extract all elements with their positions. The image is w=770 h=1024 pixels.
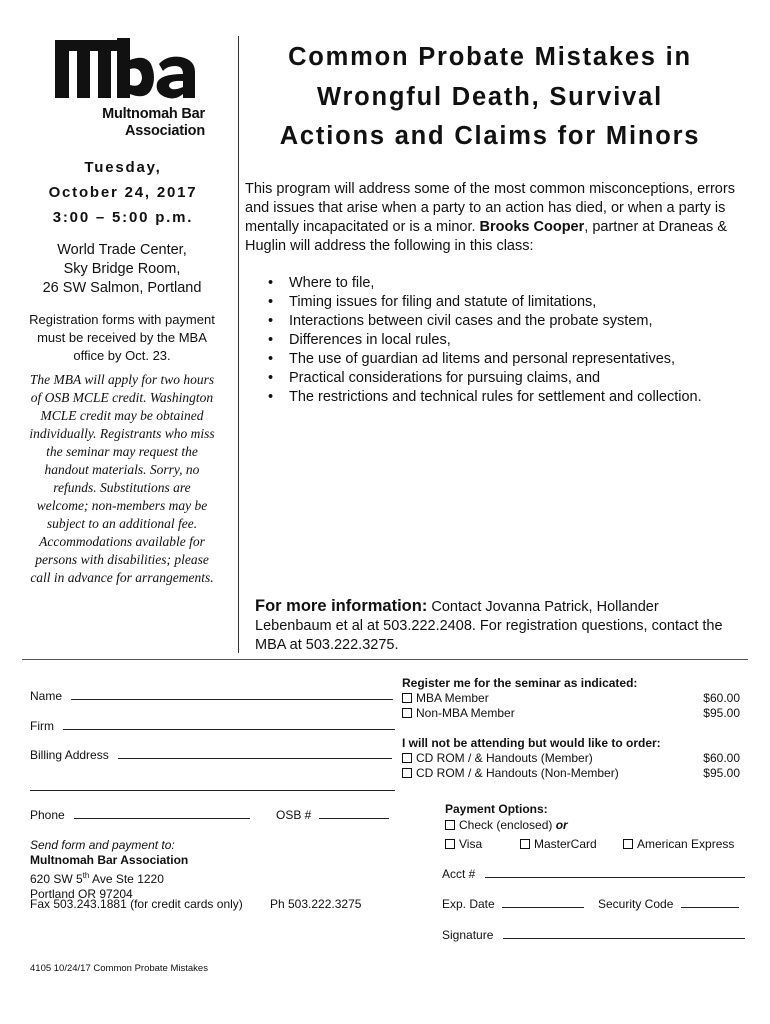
option-price: $95.00 xyxy=(703,706,740,720)
logo-line1: Multnomah Bar xyxy=(102,106,205,122)
osb-field[interactable] xyxy=(276,807,389,823)
option-label: MBA Member xyxy=(416,691,489,705)
option-non-member[interactable] xyxy=(402,706,740,721)
check-label: Check (enclosed) xyxy=(459,818,553,832)
checkbox[interactable] xyxy=(402,693,412,703)
phone-number: Ph 503.222.3275 xyxy=(270,897,362,911)
address-line1 xyxy=(30,868,188,887)
logo-subtitle xyxy=(80,106,205,140)
intro-paragraph xyxy=(245,180,735,256)
send-label: Send form and payment to: xyxy=(30,838,175,852)
more-info-heading: For more information: xyxy=(255,597,428,615)
page-title xyxy=(248,38,732,157)
security-label: Security Code xyxy=(598,897,674,911)
list-item: • Where to file, xyxy=(245,274,735,293)
registration-options xyxy=(402,676,740,721)
register-heading: Register me for the seminar as indicated: xyxy=(402,676,638,690)
name-line[interactable] xyxy=(71,688,393,700)
signature-field[interactable] xyxy=(442,927,745,943)
option-label: CD ROM / & Handouts (Member) xyxy=(416,751,593,765)
option-visa[interactable] xyxy=(445,837,482,852)
more-info xyxy=(255,597,735,655)
acct-field[interactable] xyxy=(442,866,745,882)
mastercard-label: MasterCard xyxy=(534,837,597,851)
option-mba-member[interactable] xyxy=(402,691,740,706)
checkbox[interactable] xyxy=(520,839,530,849)
order-options xyxy=(402,736,740,781)
order-heading: I will not be attending but would like to order: xyxy=(402,736,661,750)
name-label: Name xyxy=(30,689,63,703)
exp-date-field[interactable] xyxy=(442,896,584,912)
venue-line: World Trade Center, xyxy=(57,242,187,258)
firm-line[interactable] xyxy=(63,718,395,730)
acct-line[interactable] xyxy=(485,866,745,878)
amex-label: American Express xyxy=(637,837,735,851)
signature-label: Signature xyxy=(442,928,494,942)
venue xyxy=(22,241,222,298)
or-label: or xyxy=(555,818,568,832)
billing-line-2[interactable] xyxy=(30,790,395,791)
billing-label: Billing Address xyxy=(30,748,109,762)
event-date-text: October 24, 2017 xyxy=(48,184,198,201)
option-check[interactable] xyxy=(445,818,568,833)
event-day: Tuesday, xyxy=(84,159,162,176)
speaker-name: Brooks Cooper xyxy=(479,219,585,235)
name-field[interactable] xyxy=(30,688,393,704)
org-name: Multnomah Bar Association xyxy=(30,853,189,867)
list-item: • Interactions between civil cases and the probate system, xyxy=(245,312,735,331)
firm-label: Firm xyxy=(30,719,54,733)
exp-label: Exp. Date xyxy=(442,897,495,911)
option-price: $95.00 xyxy=(703,766,740,780)
security-code-field[interactable] xyxy=(598,896,739,912)
phone-line[interactable] xyxy=(74,807,250,819)
osb-label: OSB # xyxy=(276,808,312,822)
list-item: • The use of guardian ad litems and personal representatives, xyxy=(245,350,735,369)
footer-code: 4105 10/24/17 Common Probate Mistakes xyxy=(30,963,208,974)
visa-label: Visa xyxy=(459,837,483,851)
list-item: • The restrictions and technical rules for settlement and collection. xyxy=(245,388,735,407)
firm-field[interactable] xyxy=(30,718,395,734)
title-line: Actions and Claims for Minors xyxy=(279,122,701,150)
registration-note: Registration forms with payment must be received by the MBA office by Oct. 23. xyxy=(29,312,215,363)
logo-line2: Association xyxy=(125,123,205,139)
address-part: Ave Ste 1220 xyxy=(89,872,164,886)
checkbox[interactable] xyxy=(402,753,412,763)
mba-logo xyxy=(55,38,201,100)
list-item: • Differences in local rules, xyxy=(245,331,735,350)
fax-number: Fax 503.243.1881 (for credit cards only) xyxy=(30,897,243,911)
mailing-address xyxy=(30,838,188,902)
checkbox[interactable] xyxy=(445,839,455,849)
event-time: 3:00 – 5:00 p.m. xyxy=(52,209,194,226)
title-line: Wrongful Death, Survival xyxy=(317,82,663,111)
option-mastercard[interactable] xyxy=(520,837,597,852)
option-label: Non-MBA Member xyxy=(416,706,515,720)
exp-line[interactable] xyxy=(502,896,584,908)
option-cd-non-member[interactable] xyxy=(402,766,740,781)
option-cd-member[interactable] xyxy=(402,751,740,766)
option-price: $60.00 xyxy=(703,691,740,705)
topic-list xyxy=(245,274,735,407)
address-sup: th xyxy=(82,871,90,880)
option-label: CD ROM / & Handouts (Non-Member) xyxy=(416,766,619,780)
intro-text-end: , partner at Draneas & Huglin will address the following in this class: xyxy=(245,219,727,254)
title-line: Common Probate Mistakes in xyxy=(288,43,692,71)
osb-line[interactable] xyxy=(319,807,389,819)
phone-field[interactable] xyxy=(30,807,250,823)
intro-text: This program will address some of the most common misconceptions, errors and issues that arise when a party to an action has died, or when a party is mentally incapacitated or is a minor. xyxy=(245,181,735,235)
option-amex[interactable] xyxy=(623,837,734,852)
billing-address-field[interactable] xyxy=(30,747,392,763)
more-info-text: Contact Jovanna Patrick, Hollander Lebenbaum et al at 503.222.2408. For registration questions, contact the MBA at 503.222.3275. xyxy=(255,599,723,653)
section-divider xyxy=(22,659,748,660)
signature-line[interactable] xyxy=(503,927,745,939)
payment-heading: Payment Options: xyxy=(445,802,548,816)
checkbox[interactable] xyxy=(402,768,412,778)
list-item: • Practical considerations for pursuing claims, and xyxy=(245,369,735,388)
list-item: • Timing issues for filing and statute of limitations, xyxy=(245,293,735,312)
address-part: 620 SW 5 xyxy=(30,872,83,886)
security-line[interactable] xyxy=(681,896,739,908)
checkbox[interactable] xyxy=(623,839,633,849)
address-line2: Portland OR 97204 xyxy=(30,887,133,901)
venue-line: 26 SW Salmon, Portland xyxy=(42,280,202,296)
billing-line[interactable] xyxy=(118,747,392,759)
phone-label: Phone xyxy=(30,808,65,822)
checkbox[interactable] xyxy=(402,708,412,718)
column-divider xyxy=(238,36,239,653)
venue-line: Sky Bridge Room, xyxy=(63,261,181,277)
checkbox[interactable] xyxy=(445,820,455,830)
acct-label: Acct # xyxy=(442,867,476,881)
option-price: $60.00 xyxy=(703,751,740,765)
event-date xyxy=(28,155,218,230)
credit-note: The MBA will apply for two hours of OSB MCLE credit. Washington MCLE credit may be obtained individually. Registrants who miss the seminar may request the handout materials. Sorry, no refunds. Substitutions are welcome; non-members may be subject to an additional fee. Accommodations available for persons with disabilities; please call in advance for arrangements. xyxy=(29,372,215,585)
